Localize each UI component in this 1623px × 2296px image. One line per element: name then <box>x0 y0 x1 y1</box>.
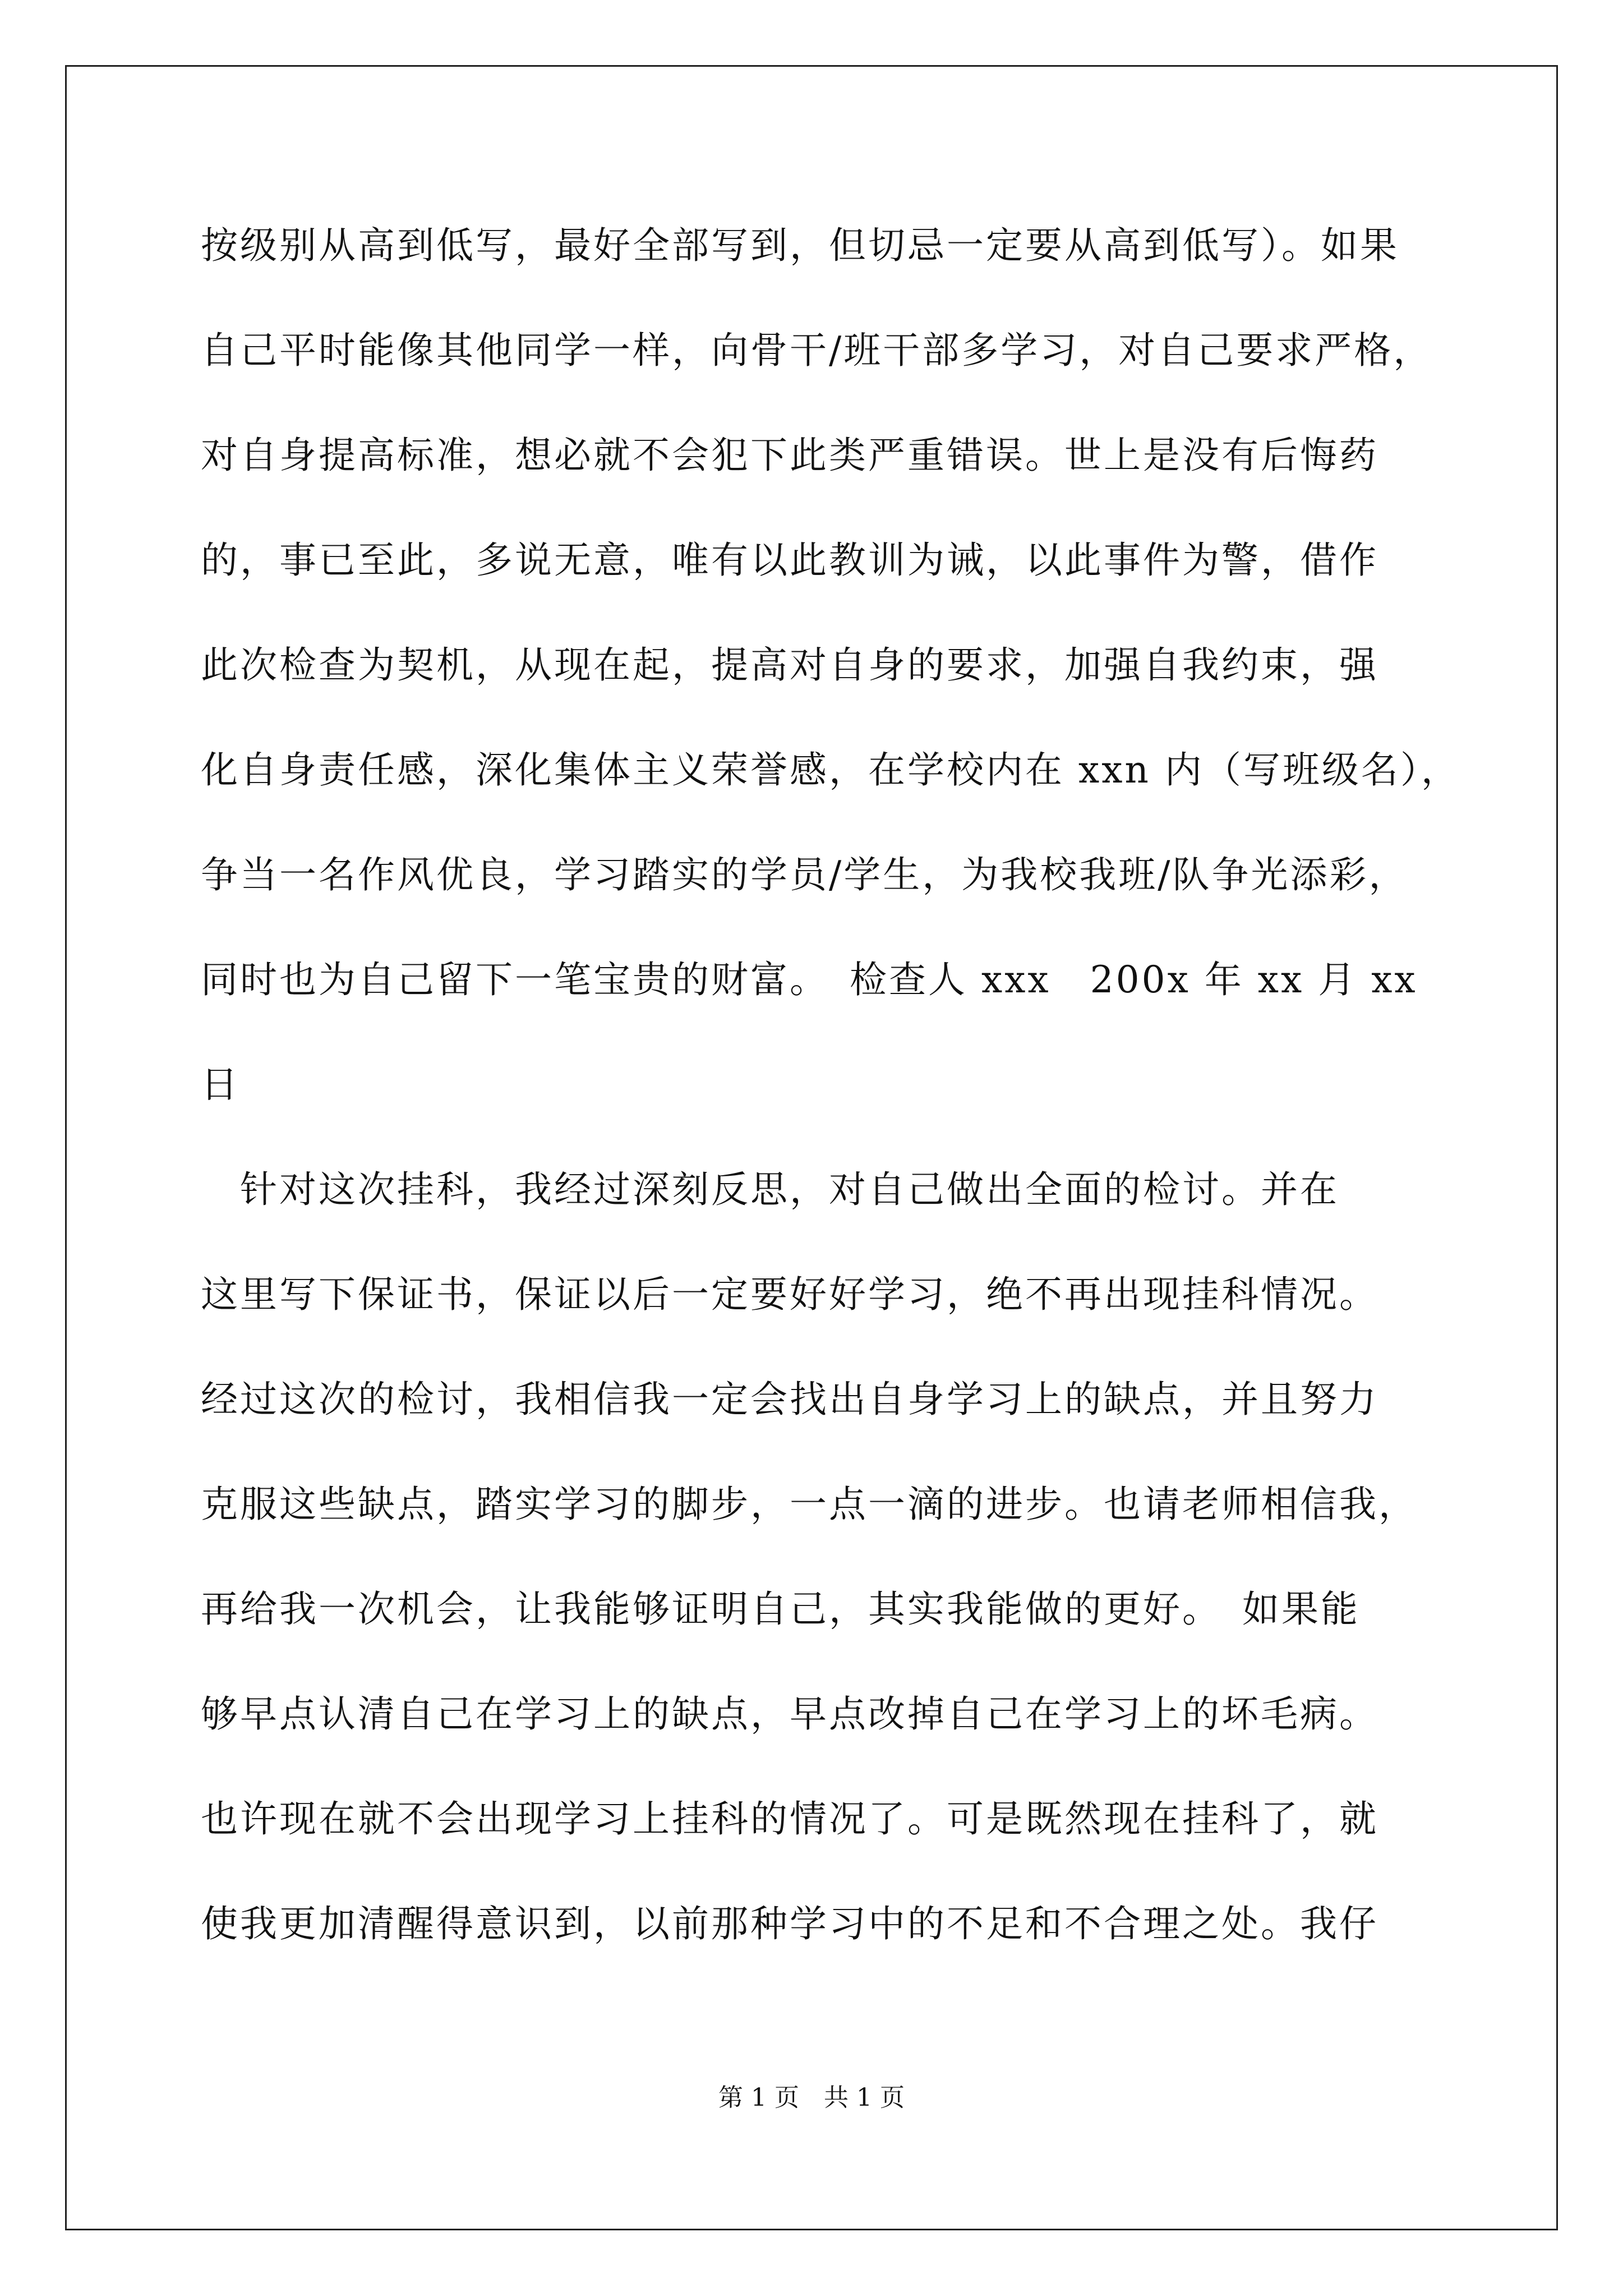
text-line: 争当一名作风优良，学习踏实的学员/学生，为我校我班/队争光添彩， <box>201 853 1408 896</box>
text-line: 对自身提高标准，想必就不会犯下此类严重错误。世上是没有后悔药 <box>201 434 1378 477</box>
text-line: 够早点认清自己在学习上的缺点，早点改掉自己在学习上的坏毛病。 <box>201 1692 1378 1736</box>
text-line: 按级别从高到低写，最好全部写到，但切忌一定要从高到低写）。如果 <box>201 224 1399 267</box>
text-line: 此次检查为契机，从现在起，提高对自身的要求，加强自我约束，强 <box>201 643 1378 687</box>
text-line: 的，事已至此，多说无意，唯有以此教训为诫，以此事件为警，借作 <box>201 539 1378 582</box>
text-line: 自己平时能像其他同学一样，向骨干/班干部多学习，对自己要求严格， <box>201 329 1433 372</box>
text-line: 化自身责任感，深化集体主义荣誉感，在学校内在 xxn 内（写班级名）， <box>201 748 1460 792</box>
text-line: 克服这些缺点，踏实学习的脚步，一点一滴的进步。也请老师相信我， <box>201 1483 1418 1526</box>
text-line: 日 <box>201 1063 240 1106</box>
text-line: 也许现在就不会出现学习上挂科的情况了。可是既然现在挂科了，就 <box>201 1797 1378 1841</box>
text-line: 这里写下保证书，保证以后一定要好好学习，绝不再出现挂科情况。 <box>201 1273 1378 1316</box>
text-line: 使我更加清醒得意识到，以前那种学习中的不足和不合理之处。我仔 <box>201 1902 1378 1945</box>
text-line: 经过这次的检讨，我相信我一定会找出自身学习上的缺点，并且努力 <box>201 1378 1378 1421</box>
text-line: 同时也为自己留下一笔宝贵的财富。 检查人 xxx 200x 年 xx 月 xx <box>201 958 1418 1001</box>
text-line: 再给我一次机会，让我能够证明自己，其实我能做的更好。 如果能 <box>201 1588 1360 1631</box>
page-footer: 第 1 页 共 1 页 <box>718 2083 905 2112</box>
text-line: 针对这次挂科，我经过深刻反思，对自己做出全面的检讨。并在 <box>201 1168 1339 1211</box>
